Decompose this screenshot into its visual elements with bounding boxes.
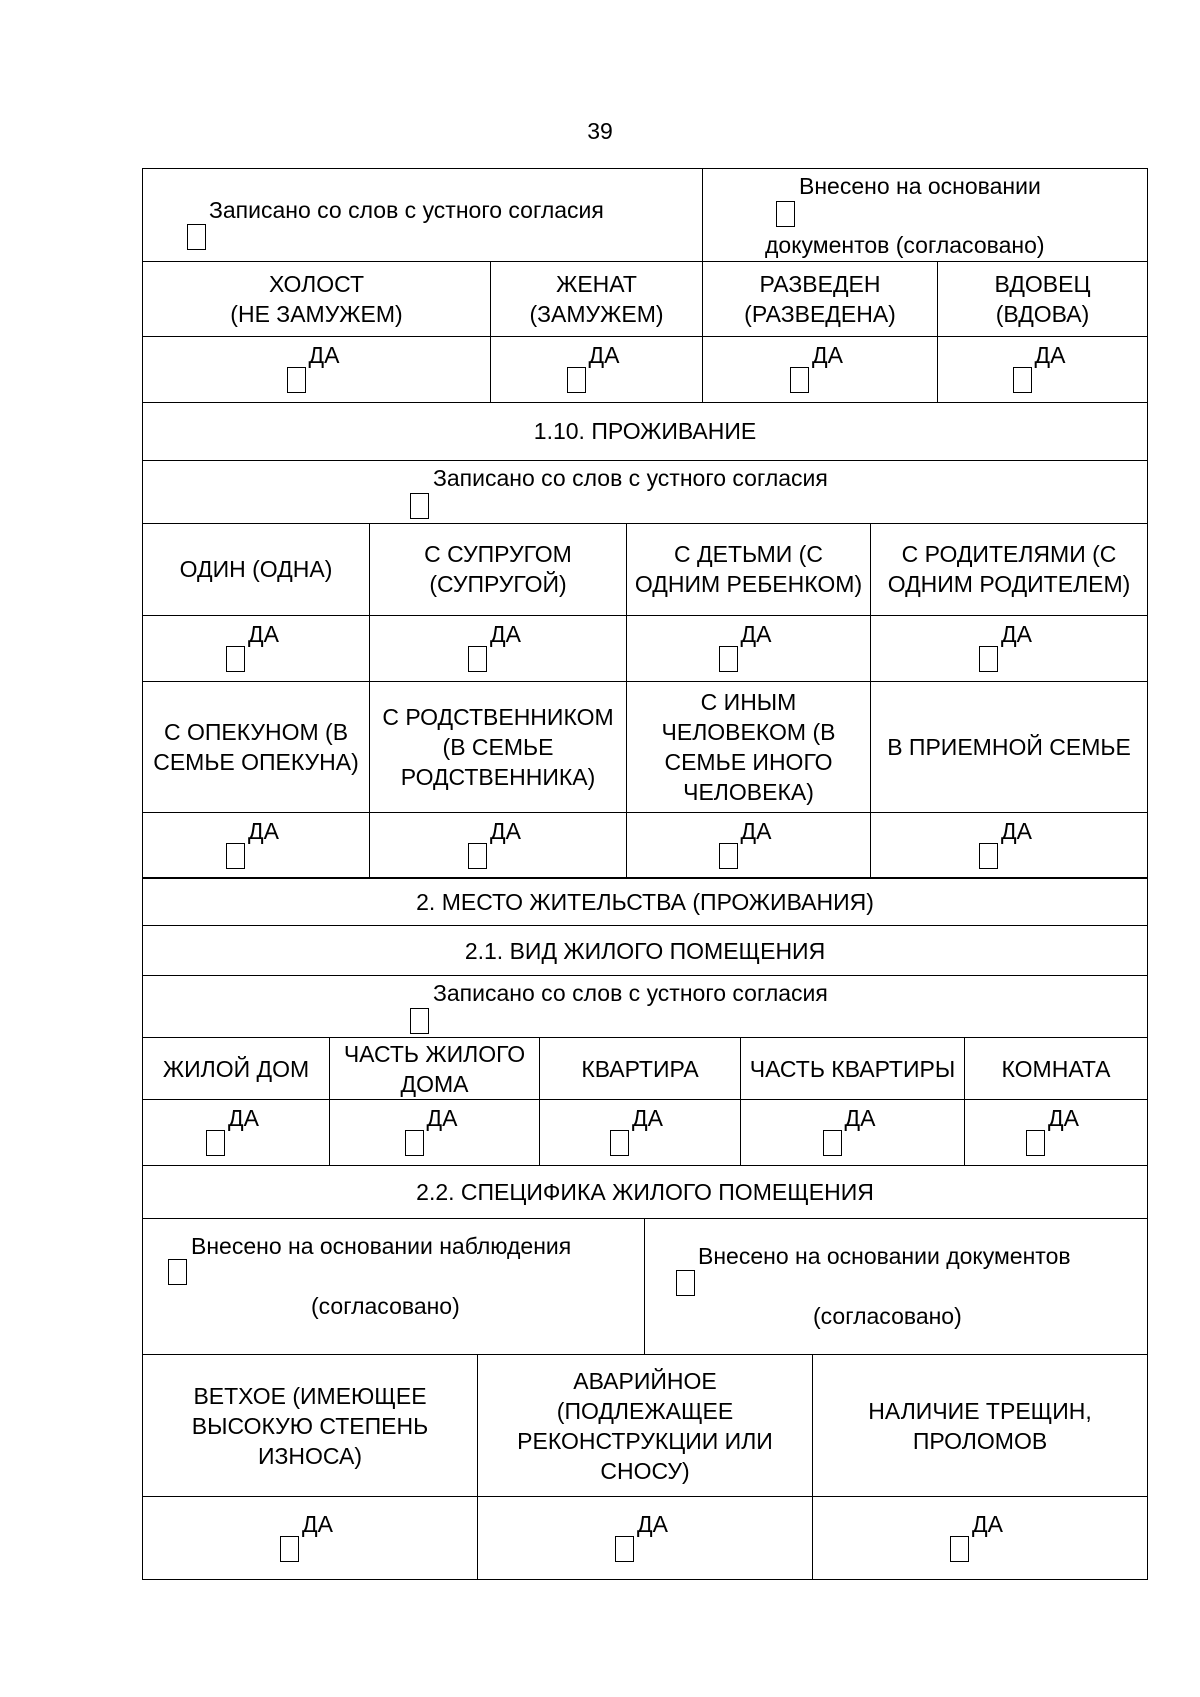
yes-checkbox[interactable] [950, 1536, 969, 1562]
marital-oral-note [143, 169, 703, 262]
oral-consent-label: Записано со слов с устного согласия [209, 197, 604, 223]
living-title: 1.10. ПРОЖИВАНИЕ [143, 402, 1148, 460]
yes-checkbox[interactable] [610, 1130, 629, 1156]
docs-label: Внесено на основании документов [698, 1243, 1071, 1270]
living-option: В ПРИЕМНОЙ СЕМЬЕ [871, 681, 1148, 812]
yes-cell: ДА [143, 615, 370, 681]
observation-checkbox[interactable] [168, 1259, 187, 1285]
yes-cell: ДА [370, 812, 627, 878]
form [142, 168, 1147, 1580]
docs-note-line1: Внесено на основании [799, 173, 1041, 199]
yes-cell: ДА [143, 1100, 330, 1166]
docs-note-line2: документов (согласовано) [765, 232, 1045, 258]
living-oral-note [143, 460, 1148, 523]
yes-checkbox[interactable] [468, 843, 487, 869]
yes-cell: ДА [938, 337, 1148, 403]
living-option: С СУПРУГОМ (СУПРУГОЙ) [370, 523, 627, 615]
specifics-option: ВЕТХОЕ (ИМЕЮЩЕЕ ВЫСОКУЮ СТЕПЕНЬ ИЗНОСА) [143, 1355, 478, 1497]
yes-checkbox[interactable] [979, 843, 998, 869]
specifics-title: 2.2. СПЕЦИФИКА ЖИЛОГО ПОМЕЩЕНИЯ [143, 1166, 1148, 1219]
yes-checkbox[interactable] [206, 1130, 225, 1156]
living-table [142, 402, 1148, 879]
specifics-docs-note [645, 1219, 1148, 1355]
docs-checkbox[interactable] [776, 201, 795, 227]
living-option: С ОПЕКУНОМ (В СЕМЬЕ ОПЕКУНА) [143, 681, 370, 812]
specifics-table [142, 1165, 1148, 1580]
living-option: С ДЕТЬМИ (С ОДНИМ РЕБЕНКОМ) [627, 523, 871, 615]
yes-checkbox[interactable] [280, 1536, 299, 1562]
option-married: ЖЕНАТ (ЗАМУЖЕМ) [491, 262, 703, 337]
yes-cell: ДА [627, 812, 871, 878]
oral-consent-label: Записано со слов с устного согласия [433, 464, 828, 491]
living-option: С РОДИТЕЛЯМИ (С ОДНИМ РОДИТЕЛЕМ) [871, 523, 1148, 615]
yes-cell: ДА [370, 615, 627, 681]
oral-consent-label: Записано со слов с устного согласия [433, 980, 828, 1007]
yes-checkbox[interactable] [719, 646, 738, 672]
yes-checkbox[interactable] [790, 367, 809, 393]
yes-cell: ДА [143, 337, 491, 403]
yes-cell: ДА [741, 1100, 965, 1166]
residence-type: КОМНАТА [965, 1038, 1148, 1100]
yes-checkbox[interactable] [226, 843, 245, 869]
option-widowed: ВДОВЕЦ (ВДОВА) [938, 262, 1148, 337]
yes-checkbox[interactable] [567, 367, 586, 393]
residence-type: ЖИЛОЙ ДОМ [143, 1038, 330, 1100]
yes-checkbox[interactable] [1026, 1130, 1045, 1156]
yes-cell: ДА [540, 1100, 741, 1166]
page-number: 39 [587, 118, 613, 144]
residence-oral-note [143, 976, 1148, 1038]
docs-checkbox[interactable] [676, 1270, 695, 1296]
living-option: ОДИН (ОДНА) [143, 523, 370, 615]
observation-label: Внесено на основании наблюдения [191, 1233, 572, 1260]
specifics-option: АВАРИЙНОЕ (ПОДЛЕЖАЩЕЕ РЕКОНСТРУКЦИИ ИЛИ СНОСУ) [478, 1355, 813, 1497]
oral-consent-checkbox[interactable] [187, 224, 206, 250]
option-divorced: РАЗВЕДЕН (РАЗВЕДЕНА) [703, 262, 938, 337]
yes-cell: ДА [813, 1497, 1148, 1580]
residence-type: ЧАСТЬ КВАРТИРЫ [741, 1038, 965, 1100]
marital-docs-note [703, 169, 1148, 262]
yes-cell: ДА [330, 1100, 540, 1166]
yes-cell: ДА [871, 615, 1148, 681]
oral-consent-checkbox[interactable] [410, 1008, 429, 1034]
agreed-label: (согласовано) [813, 1303, 962, 1330]
residence-type-title: 2.1. ВИД ЖИЛОГО ПОМЕЩЕНИЯ [143, 926, 1148, 976]
marital-table [142, 168, 1148, 403]
option-single: ХОЛОСТ (НЕ ЗАМУЖЕМ) [143, 262, 491, 337]
yes-cell: ДА [491, 337, 703, 403]
living-option: С ИНЫМ ЧЕЛОВЕКОМ (В СЕМЬЕ ИНОГО ЧЕЛОВЕКА) [627, 681, 871, 812]
living-option: С РОДСТВЕННИКОМ (В СЕМЬЕ РОДСТВЕННИКА) [370, 681, 627, 812]
specifics-option: НАЛИЧИЕ ТРЕЩИН, ПРОЛОМОВ [813, 1355, 1148, 1497]
yes-checkbox[interactable] [405, 1130, 424, 1156]
yes-cell: ДА [143, 1497, 478, 1580]
yes-checkbox[interactable] [1013, 367, 1032, 393]
yes-checkbox[interactable] [823, 1130, 842, 1156]
residence-title: 2. МЕСТО ЖИТЕЛЬСТВА (ПРОЖИВАНИЯ) [143, 878, 1148, 926]
oral-consent-checkbox[interactable] [410, 493, 429, 519]
yes-checkbox[interactable] [287, 367, 306, 393]
yes-cell: ДА [478, 1497, 813, 1580]
yes-cell: ДА [871, 812, 1148, 878]
specifics-observation-note [143, 1219, 645, 1355]
yes-checkbox[interactable] [615, 1536, 634, 1562]
yes-checkbox[interactable] [226, 646, 245, 672]
residence-type: ЧАСТЬ ЖИЛОГО ДОМА [330, 1038, 540, 1100]
yes-cell: ДА [703, 337, 938, 403]
yes-checkbox[interactable] [719, 843, 738, 869]
yes-checkbox[interactable] [979, 646, 998, 672]
residence-type: КВАРТИРА [540, 1038, 741, 1100]
residence-table [142, 877, 1148, 1166]
yes-checkbox[interactable] [468, 646, 487, 672]
agreed-label: (согласовано) [311, 1293, 460, 1320]
yes-cell: ДА [627, 615, 871, 681]
yes-cell: ДА [143, 812, 370, 878]
yes-cell: ДА [965, 1100, 1148, 1166]
